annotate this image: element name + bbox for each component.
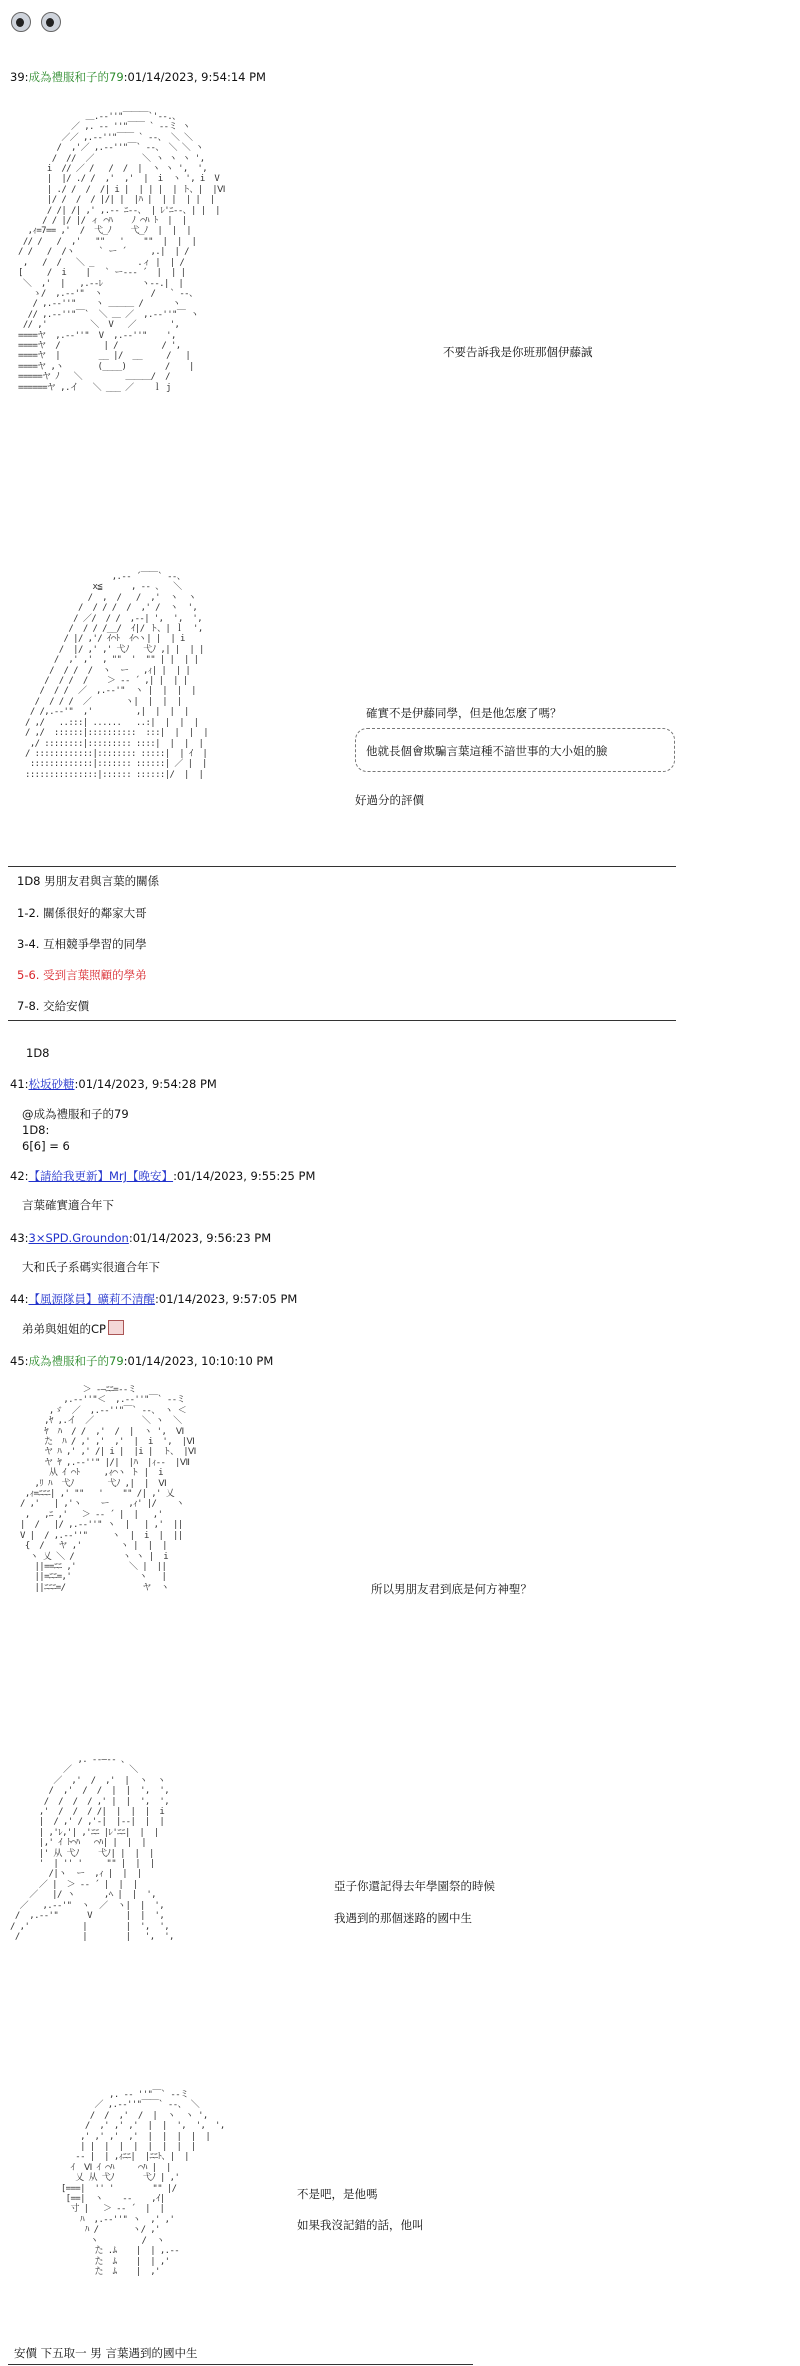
choice-item: 7-8. 交給安價 [17, 999, 90, 1013]
post-date: :01/14/2023, 9:55:25 PM [173, 1169, 316, 1183]
post-number: 39: [10, 70, 29, 84]
poster-name[interactable]: 成為禮服和子的79 [28, 70, 124, 84]
post-number: 41: [10, 1077, 29, 1091]
footer-instruction: 安價 下五取一 男 言葉遇到的國中生 [14, 2346, 198, 2360]
left-eye [11, 12, 31, 32]
post-number: 43: [10, 1231, 29, 1245]
post-body: 1D8: [22, 1123, 50, 1137]
divider [8, 866, 676, 867]
dialogue-line: 亞子你還記得去年學園祭的時候 [334, 1879, 495, 1893]
ascii-art-girl-2: ,.-‐ ´￣￣` ‐-、 x≦ , -‐ 、 ＼ / , / / ,' ヽ ヽ / / / / / ,' / ヽ ', / ／/ / / ,-‐| ', ', ', / / / /__/ ｲ|/ ト、| ｌ ', / |/ ,'/ ｲ⌒ﾄ ｲ⌒ヽ| | | i / |/ ,' ,' 弋ﾉ 弋ﾉ ,| | | | / ,' ,' , "" ' "" | | | | / / / / ヽ ー ,ｨ| | | | / / / / ＞ -‐ ´ ,| | | | / / / ／ ,.-‐'" ヽ | | | | / / / / ／ ヽ| | | | / /,.-‐'" ,' ,| | | | / ,/ ..:::| ...... ..:| | | | / ,/ ::::::|:::::::::: :::| | | | ,/ ::::::::|::::::::: ::::| | | | / ::::::::::::|:::::::: :::::| | ｲ | :::::::::::::|::::::: ::::::| ／ | | :::::::::::::::|:::::: ::::::|/ | | [25, 572, 209, 780]
choice-item-selected: 5-6. 受到言葉照顧的學弟 [17, 968, 147, 982]
dialogue-line: 好過分的評價 [355, 793, 424, 807]
peeking-eyes-icon [9, 10, 65, 32]
dialogue-line: 確實不是伊藤同學，但是他怎麼了嗎？ [366, 706, 562, 720]
poster-name[interactable]: 3×SPD.Groundon [28, 1231, 129, 1245]
post-header [10, 1230, 271, 1246]
ascii-art-girl-4: ,. -‐―‐- 、 ／ ＼ ／ ,' / ,' | ヽ ヽ / ,' / / | | ', ', / / / / ,' | | ', ', ,' / / / /| | | | i | / ,' / ,'-| |-‐| | | | ,'ﾚ,'| ,'ﾆﾆ |ﾚ'ﾆﾆ| | | |,' ｲ ﾄ⌒ﾊ ⌒ﾊ| | | | |' 从 弋ﾉ 弋ﾉ| | | | ' | '' ' "" | | | /|ヽ ー ,ｨ | | | ／ | ＞ -‐ ´ | | | ／ |/ ヽ ,ﾍ | | ', ／ ,.-‐'" ヽ ／ ヽ| | ', / ,.-‐'" V | | ', / ,' | | ', ', / | | ', ', [10, 1755, 174, 1942]
post-date: :01/14/2023, 9:54:14 PM [123, 70, 266, 84]
post-date: :01/14/2023, 9:56:23 PM [128, 1231, 272, 1245]
post-header [10, 69, 266, 85]
dice-roll-command: 1D8 [26, 1046, 50, 1060]
dice-result: 6[6] = 6 [22, 1139, 70, 1153]
dialogue-line: 他就長個會欺騙言葉這種不諳世事的大小姐的臉 [366, 744, 608, 758]
post-header [10, 1353, 273, 1369]
poster-name[interactable]: 成為禮服和子的79 [28, 1354, 124, 1368]
choice-item: 1-2. 關係很好的鄰家大哥 [17, 906, 147, 920]
reply-mention[interactable]: @成為禮服和子的79 [22, 1107, 129, 1121]
poster-name[interactable]: 【請給我更新】MrJ【晚安】 [28, 1169, 174, 1183]
post-number: 42: [10, 1169, 29, 1183]
post-date: :01/14/2023, 9:54:28 PM [74, 1077, 217, 1091]
poster-name[interactable]: 【風源隊員】礦莉不清醒 [28, 1292, 156, 1306]
post-header [10, 1168, 315, 1184]
post-body: 大和氏子系碼实很適合年下 [22, 1260, 160, 1274]
post-header [10, 1291, 297, 1307]
choice-item: 3-4. 互相競爭學習的同學 [17, 937, 147, 951]
post-body [22, 1320, 124, 1337]
post-number: 45: [10, 1354, 29, 1368]
dialogue-line: 不是吧，是他嗎 [297, 2187, 378, 2201]
ascii-art-girl-5: ,. -‐ ''"￣` ‐-ミ ／ ,.-‐''"￣￣` ‐-、 ＼ / / ,' / | ヽ ヽ ', / ,' ,' ,' | | ', ', ', ,' ,' ,' ,' | | | | | | | | | | | | | | -‐ | | ,ｨﾆﾆ| |ﾆﾆﾄ、| | ｲ Ⅵ ｲ ⌒ﾊ ⌒ﾊ | | 乂 从 弋ﾉ 弋ﾉ | ,' [===| '' ' "" |/ [==| ヽ -‐ ,ｲ| 寸 | ＞ -‐ ´ | | ﾊ ,.-‐''" ヽ ,' ,' ﾊ / ヽ/ ,' ヽ / ヽ た .ﾑ | | ,.-‐ た ﾑ | | ,' た ﾑ | ,' [60, 2090, 225, 2277]
post-body: 言葉確實適合年下 [22, 1198, 114, 1212]
right-eye [41, 12, 61, 32]
emoji-icon [108, 1320, 124, 1335]
dialogue-line: 我遇到的那個迷路的國中生 [334, 1911, 472, 1925]
dialogue-line: 不要告訴我是你班那個伊藤誠 [443, 345, 593, 359]
dialogue-line: 所以男朋友君到底是何方神聖？ [371, 1582, 532, 1596]
divider [8, 2364, 473, 2365]
divider [8, 1020, 676, 1021]
post-date: :01/14/2023, 9:57:05 PM [155, 1292, 298, 1306]
post-header [10, 1076, 217, 1092]
ascii-art-girl-3: ＞ ‐―ﾆﾆ=‐-ミ ,.-‐''"＜ ,.-‐''"￣` ‐-ミ ,ゞ ／ ,.-‐''"￣` ‐-、 ヽ ＜ ,ﾔ ,.イ ／ ＼ ヽ ＼ ﾔ ﾊ / / ,' / | ヽ ', Ⅵ た ﾊ / ,' ,' ,' | i ', |Ⅵ ヤ ﾊ ,' ,' /| i | |i | ト、 |Ⅵ ヤ ﾔ ,.-‐''" |/| |ﾊ |ｨ-‐ |Ⅶ 从 ｲ ⌒ﾄ ,ｨ⌒ヽ ト | i ,ﾘ ﾊ 弋ﾉ 弋ﾉ ,| | Ⅵ ,ｨ=ﾆﾆﾆ| ,' "" ' "" /| ,' 乂 / ,' | ,'ヽ ー ,ｨ' |/ ヽ , ,ﾆ ,' ＞ -‐ ´ | | ,' | / |/ ,.-‐''" ヽ | | ,' || V | / ,.-‐''" ヽ | i | || { / ヤ ,' ヽ | | | ヽ 乂 ＼ / ヽ ヽ | i ||==ﾆﾆ ,' ＼ | || ||=ﾆﾆ=,' ヽ | ||ﾆﾆﾆ=/ ヤ ヽ [20, 1385, 196, 1593]
ascii-art-girl-1: ＿.-‐''"￣￣￣`'‐-.、 ／ ,. -‐ ''"￣￣ ` ‐-ミ ヽ ／／ ,.-‐''"￣￣ ` ‐-、 ＼ ＼ / ,'／ ,.-‐''"￣` ‐-、 ＼ ＼ ヽ / // ／ ＼ ヽ ヽ ヽ ', i // ／ / / / | ヽ ヽ ', ', | |/ ./ / ,' ,' | i ヽ ', i V | ./ / / /| i | | | | | ト、| |Ⅵ |/ / / / |/| | |ﾊ | | | | | | / /| /| ,' ,.-‐ ﾆ‐-、 | ﾚ'ﾆ‐-、| | | / / |/ |/ ィ ⌒ﾊ ﾉ ⌒ﾊ ﾄ | | ,ｨ=7== ,' / 弋_ﾉ 弋_ﾉ | | | // / / ,' "" ' "" | | | / / / /ヽ ` ー ´ ,.| | / , / / ＼ _ .ィ | | / [ / i | ` ー--‐ ´ | | | ＼ ,' | ,.-‐ﾚ ヽ-‐.| | ゝ/ ,.-‐'" ヽ / ` ‐-、 / ,.-‐''" ヽ ＿＿＿ / ヽ // ,.-‐''"￣` ＼ ＿ ／ ,.-‐''"￣ ヽ // ,' ＼ V ／ ', ====ヤ ,.-‐''" V ,.-‐''" ', ====ヤ / | / / ', ====ヤ | __ |/ __ / | ====ヤ ,ヽ (____) / | =====ヤ ﾉ ＼ ＿＿＿/ / ======ヤ ,.イ ＼ ___ ／ ｌ j [18, 112, 225, 393]
dialogue-line: 如果我沒記錯的話，他叫 [297, 2218, 424, 2232]
poster-name[interactable]: 松坂砂糖 [28, 1077, 75, 1091]
post-number: 44: [10, 1292, 29, 1306]
choice-header: 1D8 男朋友君與言葉的關係 [17, 874, 160, 888]
post-body-text: 弟弟與姐姐的CP [22, 1322, 106, 1336]
post-date: :01/14/2023, 10:10:10 PM [123, 1354, 274, 1368]
